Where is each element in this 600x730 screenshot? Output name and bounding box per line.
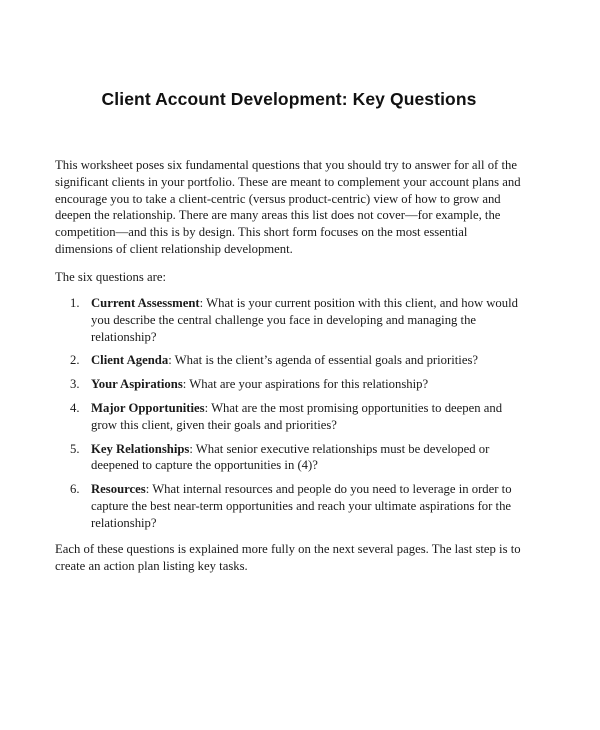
question-text: : What are the most promising opportunities to deepen and grow this client, given their goals and priorities? bbox=[91, 400, 503, 432]
question-term: Client Agenda bbox=[91, 353, 169, 368]
intro-paragraph: This worksheet poses six fundamental questions that you should try to answer for all of the significant clients in your portfolio. These are meant to complement your account plans and encourage you to take a client-centric (versus product-centric) view of how to grow and deepen the relationship. There are many areas this list does not cover—for example, the competition—and this is by design. This short form focuses on the most essential dimensions of client relationship development. bbox=[55, 158, 521, 256]
question-number: 1. bbox=[70, 296, 80, 310]
question-term: Key Relationships bbox=[91, 441, 190, 456]
question-text: : What internal resources and people do you need to leverage in order to capture the best near-term opportunities and reach your ultimate aspirations for the relationship? bbox=[91, 482, 512, 530]
question-number: 5. bbox=[70, 441, 80, 456]
question-item-4 bbox=[55, 400, 525, 434]
question-term: Major Opportunities bbox=[91, 400, 205, 415]
question-text: : What are your aspirations for this relationship? bbox=[182, 377, 429, 392]
questions-list bbox=[55, 295, 525, 539]
question-item-6 bbox=[55, 481, 525, 531]
question-item-2 bbox=[55, 352, 525, 369]
question-term: Current Assessment bbox=[91, 296, 200, 310]
question-number: 6. bbox=[70, 482, 80, 497]
closing-paragraph: Each of these questions is explained more fully on the next several pages. The last step is to create an action plan listing key tasks. bbox=[55, 542, 521, 573]
question-item-5 bbox=[55, 441, 525, 475]
question-text: : What is the client’s agenda of essential goals and priorities? bbox=[168, 353, 479, 368]
question-number: 2. bbox=[70, 353, 80, 368]
question-item-3 bbox=[55, 376, 525, 393]
question-text: : What is your current position with this client, and how would you describe the central challenge you face in developing and managing the relationship? bbox=[91, 296, 518, 344]
question-item-1 bbox=[55, 295, 525, 345]
question-number: 4. bbox=[70, 400, 80, 415]
page-title: Client Account Development: Key Questions bbox=[101, 89, 477, 109]
question-term: Your Aspirations bbox=[91, 377, 183, 392]
question-number: 3. bbox=[70, 377, 80, 392]
list-lead: The six questions are: bbox=[55, 270, 166, 284]
question-term: Resources bbox=[91, 482, 146, 497]
question-text: : What senior executive relationships must be developed or deepened to capture the opportunities in (4)? bbox=[91, 441, 490, 473]
